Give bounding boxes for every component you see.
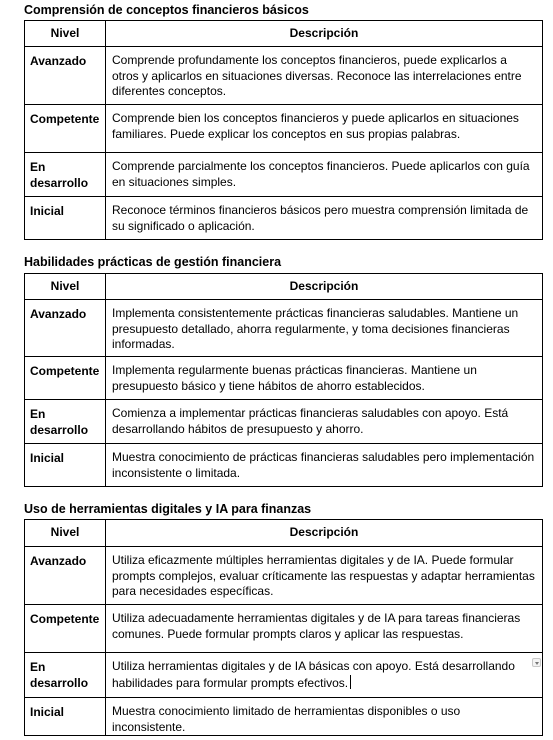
header-description: Descripción: [106, 520, 543, 547]
description-cell[interactable]: Muestra conocimiento de prácticas financieras saludables pero implementación inconsistente o limitada.: [106, 444, 543, 487]
text-cursor: [350, 675, 351, 689]
table-row: [25, 300, 543, 357]
level-cell: En desarrollo: [25, 653, 106, 698]
section-title-habilidades: Habilidades prácticas de gestión financiera: [24, 255, 282, 269]
description-cell[interactable]: Implementa consistentemente prácticas financieras saludables. Mantiene un presupuesto detallado, ahorra regularmente, y toma decisiones financieras informadas.: [106, 300, 543, 357]
table-row: [25, 357, 543, 400]
level-cell: Avanzado: [25, 547, 106, 605]
level-cell: Inicial: [25, 698, 106, 736]
level-cell: Competente: [25, 105, 106, 153]
description-cell[interactable]: Comprende parcialmente los conceptos financieros. Puede aplicarlos con guía en situaciones simples.: [106, 153, 543, 197]
section-title-comprension: Comprensión de conceptos financieros básicos: [24, 3, 309, 17]
description-cell[interactable]: Comprende profundamente los conceptos financieros, puede explicarlos a otros y aplicarlos en situaciones diversas. Reconoce las interrelaciones entre diferentes conceptos.: [106, 47, 543, 105]
table-row: [25, 197, 543, 240]
description-cell[interactable]: Utiliza adecuadamente herramientas digitales y de IA para tareas financieras comunes. Puede formular prompts claros y aplicar las respuestas.: [106, 605, 543, 653]
rubric-table-habilidades: [24, 273, 543, 487]
level-cell: Inicial: [25, 197, 106, 240]
header-description: Descripción: [106, 274, 543, 300]
table-row: [25, 605, 543, 653]
table-row: [25, 105, 543, 153]
description-text: Utiliza herramientas digitales y de IA básicas con apoyo. Está desarrollando habilidades para formular prompts efectivos.: [112, 659, 515, 690]
table-row: [25, 153, 543, 197]
header-level: Nivel: [25, 520, 106, 547]
section-title-herramientas: Uso de herramientas digitales y IA para finanzas: [24, 502, 312, 516]
rubric-table-herramientas: [24, 519, 543, 736]
rubric-table-comprension: [24, 20, 543, 240]
level-cell: En desarrollo: [25, 153, 106, 197]
level-cell: En desarrollo: [25, 400, 106, 444]
header-level: Nivel: [25, 21, 106, 47]
table-header-row: [25, 520, 543, 547]
table-row: [25, 47, 543, 105]
header-description: Descripción: [106, 21, 543, 47]
table-row: [25, 400, 543, 444]
level-cell: Avanzado: [25, 300, 106, 357]
level-cell: Competente: [25, 357, 106, 400]
cell-dropdown-icon[interactable]: [532, 658, 541, 667]
description-cell[interactable]: Reconoce términos financieros básicos pero muestra comprensión limitada de su significado o aplicación.: [106, 197, 543, 240]
description-cell[interactable]: Comienza a implementar prácticas financieras saludables con apoyo. Está desarrollando hábitos de presupuesto y ahorro.: [106, 400, 543, 444]
table-row: [25, 653, 543, 698]
table-row: [25, 698, 543, 736]
header-level: Nivel: [25, 274, 106, 300]
level-cell: Avanzado: [25, 47, 106, 105]
level-cell: Inicial: [25, 444, 106, 487]
description-cell[interactable]: Utiliza eficazmente múltiples herramientas digitales y de IA. Puede formular prompts complejos, evaluar críticamente las respuestas y adaptar herramientas para necesidades específicas.: [106, 547, 543, 605]
table-row: [25, 444, 543, 487]
table-row: [25, 547, 543, 605]
table-header-row: [25, 274, 543, 300]
description-cell[interactable]: Implementa regularmente buenas prácticas financieras. Mantiene un presupuesto básico y tiene hábitos de ahorro establecidos.: [106, 357, 543, 400]
level-cell: Competente: [25, 605, 106, 653]
table-header-row: [25, 21, 543, 47]
description-cell[interactable]: Comprende bien los conceptos financieros y puede aplicarlos en situaciones familiares. Puede explicar los conceptos en sus propias palabras.: [106, 105, 543, 153]
description-cell[interactable]: Muestra conocimiento limitado de herramientas disponibles o uso inconsistente.: [106, 698, 543, 736]
description-cell-active[interactable]: [106, 653, 543, 698]
